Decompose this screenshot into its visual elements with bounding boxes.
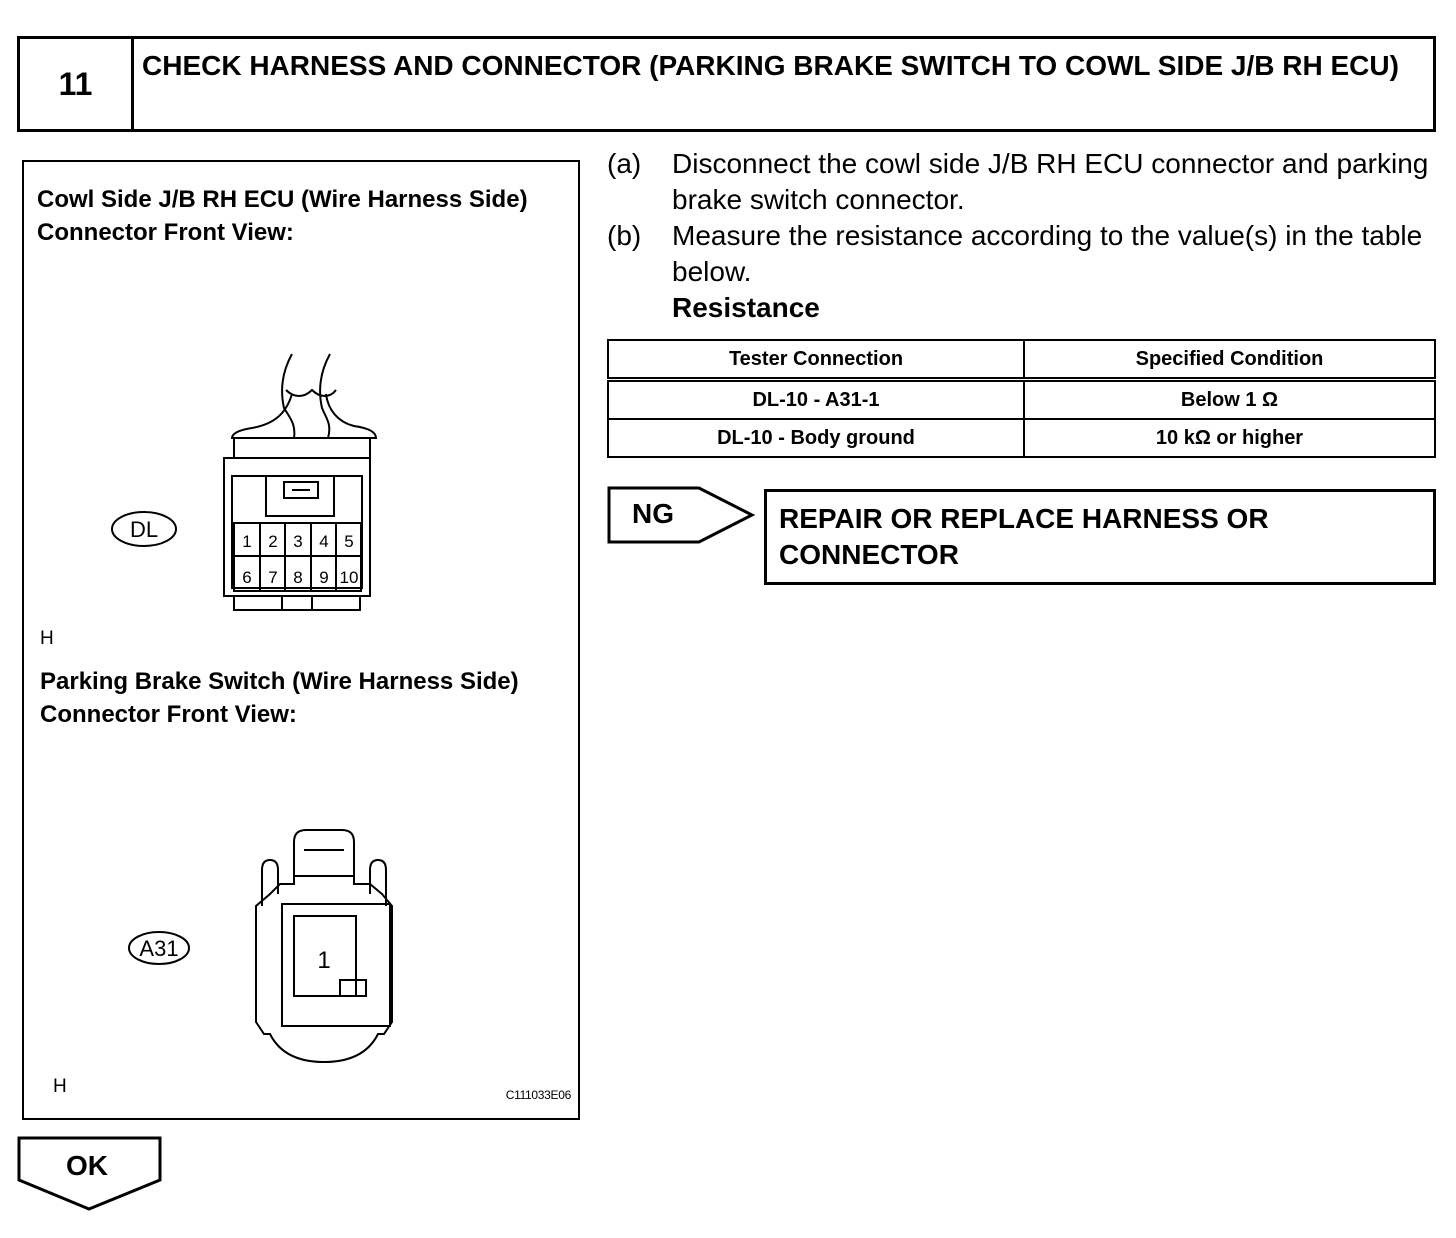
figure-code: C111033E06: [505, 1088, 571, 1102]
connector-drawings: [24, 162, 582, 1122]
a31-key: [340, 980, 366, 996]
dl-pin-1: 1: [242, 532, 252, 551]
dl-wire-boot: [232, 394, 376, 438]
resistance-table: [607, 339, 1436, 458]
table-cell: Below 1 Ω: [1024, 380, 1435, 420]
a31-inner: [282, 904, 390, 1026]
instruction-a-letter: (a): [607, 148, 642, 179]
dl-bottom-tab: [234, 596, 360, 610]
table-row: [608, 380, 1435, 420]
table-header-row: [608, 340, 1435, 380]
table-header-cell: Specified Condition: [1024, 340, 1435, 380]
dl-wire-loop: [286, 390, 336, 396]
table-row: [608, 419, 1435, 457]
instruction-b-text: Measure the resistance according to the value(s) in the table below.: [672, 220, 1423, 287]
ng-label: NG: [632, 498, 674, 529]
dl-wire-left: [282, 354, 294, 438]
table-cell: 10 kΩ or higher: [1024, 419, 1435, 457]
dl-pin-8: 8: [293, 568, 303, 587]
dl-pin-3: 3: [293, 532, 303, 551]
dl-pin-5: 5: [344, 532, 354, 551]
a31-pin-1: 1: [317, 947, 331, 974]
ok-label: OK: [66, 1150, 108, 1181]
connector1-h-mark: H: [40, 628, 54, 649]
table-header-cell: Tester Connection: [608, 340, 1024, 380]
ng-action-box: REPAIR OR REPLACE HARNESS OR CONNECTOR: [764, 489, 1436, 585]
dl-pin-2: 2: [268, 532, 278, 551]
connector2-h-mark: H: [53, 1076, 67, 1097]
step-title: CHECK HARNESS AND CONNECTOR (PARKING BRAKE SWITCH TO COWL SIDE J/B RH ECU): [142, 50, 1399, 81]
step-header: [17, 36, 1436, 132]
a31-top-tab: [294, 830, 354, 876]
table-cell: DL-10 - A31-1: [608, 380, 1024, 420]
ng-arrow-icon: [607, 486, 757, 546]
dl-body-top: [234, 438, 370, 458]
connector1-label: Cowl Side J/B RH ECU (Wire Harness Side) Connector Front View:: [37, 186, 528, 246]
dl-pin-6: 6: [242, 568, 252, 587]
a31-tag: A31: [139, 936, 179, 961]
instructions: [607, 146, 1442, 326]
resistance-title: Resistance: [672, 292, 820, 323]
instruction-b-letter: (b): [607, 220, 642, 251]
connector-figure: [22, 160, 580, 1120]
dl-pin-9: 9: [319, 568, 329, 587]
table-cell: DL-10 - Body ground: [608, 419, 1024, 457]
dl-pin-10: 10: [339, 568, 359, 587]
instruction-b: [607, 218, 1442, 290]
dl-pin-7: 7: [268, 568, 278, 587]
step-number: 11: [20, 39, 134, 129]
dl-tag: DL: [129, 517, 159, 542]
instruction-a: [607, 146, 1442, 218]
dl-pin-4: 4: [319, 532, 329, 551]
connector2-label: Parking Brake Switch (Wire Harness Side) Connector Front View:: [40, 668, 519, 728]
instruction-a-text: Disconnect the cowl side J/B RH ECU connector and parking brake switch connector.: [672, 148, 1429, 215]
a31-right-rib: [370, 860, 386, 906]
